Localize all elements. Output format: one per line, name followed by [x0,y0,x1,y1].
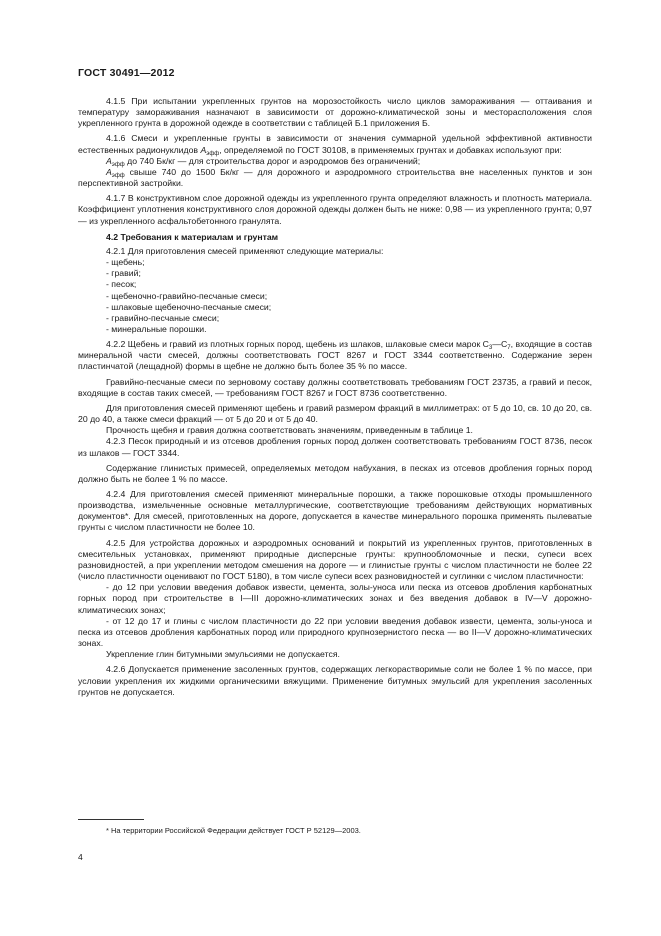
paragraph-4-2-1: 4.2.1 Для приготовления смесей применяют следующие материалы: [106,245,384,256]
list-item: - шлаковые щебеночно-песчаные смеси; [106,301,272,312]
list-item: - гравийно-песчаные смеси; [106,312,220,323]
aeff-symbol: A [200,144,207,155]
paragraph-4-2-5-item-1: - до 12 при условии введения добавок извести, цемента, золы-уноса или песка из отсевов дробления карбонатных горных пород при строительстве в I—III дорожно-климатических зонах и без введения добавок в IV—V дорожно-климатических зонах; [78,582,592,615]
paragraph-4-2-4: 4.2.4 Для приготовления смесей применяют минеральные порошки, а также порошковые отходы промышленного производства, измельченные основные металлургические, соответствующие требованиям действующих нормативных документов*. Для смесей, приготовленных на дороге, допускается в качестве минерального порошка применять пылеватые грунты с числом пластичности не более 10. [78,489,592,533]
list-item: - минеральные порошки. [106,323,207,334]
paragraph-4-1-6-item-2: $A_{эфф}$ свыше 740 до 1500 Бк/кг — для дорожного и аэродромного строительства вне населенных пунктов и зон перспективной застройки. [78,166,592,189]
paragraph-4-2-3: 4.2.3 Песок природный и из отсевов дробления горных пород должен соответствовать требованиям ГОСТ 8736, песок из шлаков — ГОСТ 3344. [78,436,592,458]
paragraph-4-2-2-fractions: Для приготовления смесей применяют щебень и гравий размером фракций в миллиметрах: от 5 до 10, св. 10 до 20, св. 20 до 40, а также смеси фракций — от 5 до 20 и от 5 до 40. [78,402,592,425]
paragraph-4-2-2: 4.2.2 Щебень и гравий из плотных горных пород, щебень из шлаков, шлаковые смеси марок $С_3—С_7$, входящие в состав минеральной части смесей, должны соответствовать ГОСТ 8267 и ГОСТ 3344 соответственно. Содержание зерен пластинчатой (лещадной) формы в щебне не должно быть более 35 % по массе. [78,339,592,372]
page-number: 4 [78,852,83,862]
paragraph-4-1-7: 4.1.7 В конструктивном слое дорожной одежды из укрепленного грунта определяют влажность и плотность материала. Коэффициент уплотнения конструктивного слоя дорожной одежды должен быть не ниже: 0,98 — из укрепленного грунта; 0,97 — из укрепленного асфальтобетонного гранулята. [78,193,592,226]
list-item: - песок; [106,279,137,290]
list-item: - гравий; [106,268,141,279]
list-item: - щебень; [106,257,145,268]
section-heading-4-2: 4.2 Требования к материалам и грунтам [106,231,279,242]
paragraph-4-2-2-sand-gravel: Гравийно-песчаные смеси по зерновому составу должны соответствовать требованиям ГОСТ 23735, а гравий и песок, входящие в состав таких смесей, — требованиям ГОСТ 8267 и ГОСТ 8736 соответственно. [78,376,592,398]
paragraph-4-1-6: 4.1.6 Смеси и укрепленные грунты в зависимости от значения суммарной удельной эффективной активности естественных радионуклидов $A_{эфф}$, определяемой по ГОСТ 30108, в применяемых грунтах и добавках используют при: [78,133,592,157]
page-header: ГОСТ 30491—2012 [78,67,175,79]
paragraph-4-1-5: 4.1.5 При испытании укрепленных грунтов на морозостойкость число циклов замораживания — оттаивания и температуру замораживания назначают в зависимости от дорожно-климатической зоны и месторасположения слоя укрепленного грунта в дорожной одежде в соответствии с таблицей Б.1 приложения Б. [78,96,592,129]
paragraph-4-2-5-note: Укрепление глин битумными эмульсиями не допускается. [106,649,340,660]
paragraph-4-2-5: 4.2.5 Для устройства дорожных и аэродромных оснований и покрытий из укрепленных грунтов, приготовленных в смесительных установках, применяют природные дисперсные грунты: крупнообломочные и пески, супеси всех разновидностей, а при укреплении методом смешения на дороге — и глинистые грунты с числом пластичности не более 22 (число пластичности оценивают по ГОСТ 5180), в том числе супеси всех разновидностей и суглинки с числом пластичности: [78,537,592,582]
document-body [78,96,592,698]
paragraph-4-2-6: 4.2.6 Допускается применение засоленных грунтов, содержащих легкорастворимые соли не более 1 % по массе, при условии укрепления их жидкими органическими вяжущими. Применение битумных эмульсий для укрепления засоленных грунтов не допускается. [78,664,592,697]
paragraph-4-2-2-strength: Прочность щебня и гравия должна соответствовать значениям, приведенным в таблице 1. [106,425,473,436]
paragraph-4-1-6-item-1: $A_{эфф}$ до 740 Бк/кг — для строительства дорог и аэродромов без ограничений; [106,155,421,168]
list-item: - щебеночно-гравийно-песчаные смеси; [106,290,268,301]
paragraph-4-2-3-clay: Содержание глинистых примесей, определяемых методом набухания, в песках из отсевов дробления горных пород должно быть не более 1 % по массе. [78,462,592,484]
paragraph-4-2-5-item-2: - от 12 до 17 и глины с числом пластичности до 22 при условии введения добавок извести, цемента, золы-уноса и песка из отсевов дробления карбонатных пород или природного крупнозернистого песка — во II—V дорожно-климатических зонах. [78,615,592,649]
footnote: * На территории Российской Федерации действует ГОСТ Р 52129—2003. [106,826,361,835]
footnote-divider [78,819,144,820]
